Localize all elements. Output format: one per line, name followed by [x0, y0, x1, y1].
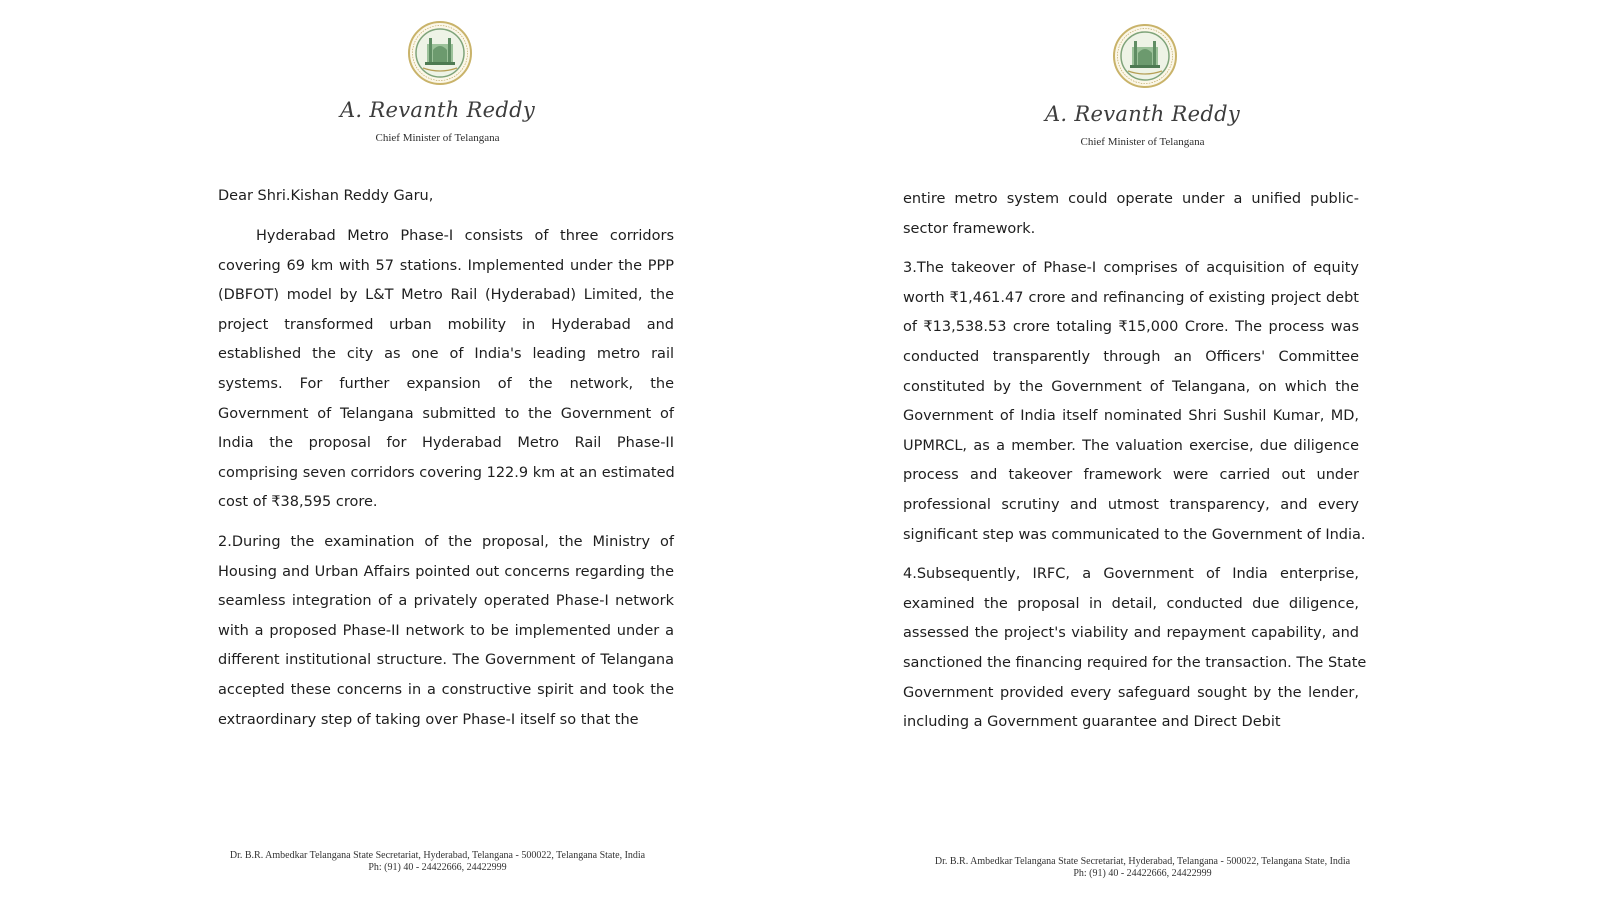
footer-address: Dr. B.R. Ambedkar Telangana State Secretariat, Hyderabad, Telangana - 500022, Telangana State, India	[934, 856, 1351, 867]
text-line: (DBFOT) model by L&T Metro Rail (Hyderabad) Limited, the	[218, 287, 674, 304]
text-line: significant step was communicated to the Government of India.	[903, 526, 1366, 543]
text-line: seamless integration of a privately operated Phase-I network	[218, 593, 674, 610]
text-line: examined the proposal in detail, conducted due diligence,	[903, 595, 1359, 612]
letter-body	[218, 222, 674, 745]
signature: A. Revanth Reddy	[339, 98, 536, 122]
text-line: accepted these concerns in a constructive spirit and took the	[218, 681, 674, 698]
text-line: including a Government guarantee and Direct Debit	[903, 714, 1281, 731]
paragraph-1	[218, 222, 674, 518]
text-line: extraordinary step of taking over Phase-I itself so that the	[218, 711, 639, 728]
paragraph-3	[903, 254, 1366, 550]
telangana-emblem-icon	[1112, 23, 1178, 89]
salutation: Dear Shri.Kishan Reddy Garu,	[218, 188, 434, 204]
text-line: India the proposal for Hyderabad Metro Rail Phase-II	[218, 435, 674, 452]
text-line: sanctioned the financing required for the transaction. The State	[903, 654, 1367, 671]
paragraph-4	[903, 560, 1367, 738]
text-line: systems. For further expansion of the network, the	[218, 375, 674, 392]
letter-page-1	[130, 0, 745, 900]
footer-phone: Ph: (91) 40 - 24422666, 24422999	[368, 862, 507, 873]
text-line: worth ₹1,461.47 crore and refinancing of existing project debt	[903, 289, 1359, 306]
text-line: 2.During the examination of the proposal, the Ministry of	[218, 533, 674, 550]
text-line: sector framework.	[903, 220, 1036, 237]
text-line: with a proposed Phase-II network to be implemented under a	[218, 622, 674, 639]
text-line: assessed the project's viability and repayment capability, and	[903, 625, 1359, 642]
telangana-emblem-icon	[407, 20, 473, 86]
text-line: Government provided every safeguard sought by the lender,	[903, 684, 1359, 701]
text-line: UPMRCL, as a member. The valuation exercise, due diligence	[903, 437, 1359, 454]
text-line: established the city as one of India's leading metro rail	[218, 346, 674, 363]
designation: Chief Minister of Telangana	[375, 132, 500, 144]
text-line: 3.The takeover of Phase-I comprises of acquisition of equity	[903, 260, 1359, 277]
text-line: of ₹13,538.53 crore totaling ₹15,000 Crore. The process was	[903, 319, 1359, 336]
letter-body	[903, 185, 1367, 748]
text-line: covering 69 km with 57 stations. Implemented under the PPP	[218, 257, 674, 274]
text-line: Hyderabad Metro Phase-I consists of three corridors	[256, 228, 674, 244]
letterhead-footer	[130, 850, 745, 874]
footer-phone: Ph: (91) 40 - 24422666, 24422999	[1073, 868, 1212, 879]
text-line: Government of Telangana submitted to the Government of	[218, 405, 674, 422]
text-line: different institutional structure. The Government of Telangana	[218, 652, 674, 669]
text-line: constituted by the Government of Telangana, on which the	[903, 378, 1359, 395]
footer-address: Dr. B.R. Ambedkar Telangana State Secretariat, Hyderabad, Telangana - 500022, Telangana State, India	[229, 850, 646, 861]
text-line: Government of India itself nominated Shri Sushil Kumar, MD,	[903, 408, 1359, 425]
text-line: project transformed urban mobility in Hyderabad and	[218, 316, 674, 333]
text-line: professional scrutiny and utmost transparency, and every	[903, 496, 1359, 513]
text-line: comprising seven corridors covering 122.9 km at an estimated	[218, 464, 675, 481]
text-line: cost of ₹38,595 crore.	[218, 494, 378, 511]
paragraph-continued	[903, 185, 1359, 244]
text-line: process and takeover framework were carried out under	[903, 467, 1359, 484]
signature: A. Revanth Reddy	[1044, 102, 1241, 126]
text-line: conducted transparently through an Officers' Committee	[903, 348, 1359, 365]
text-line: Housing and Urban Affairs pointed out concerns regarding the	[218, 563, 674, 580]
designation: Chief Minister of Telangana	[1080, 136, 1205, 148]
letterhead-footer	[835, 856, 1450, 880]
text-line: entire metro system could operate under a unified public-	[903, 191, 1359, 207]
text-line: 4.Subsequently, IRFC, a Government of India enterprise,	[903, 566, 1359, 583]
paragraph-2	[218, 528, 674, 735]
letter-page-2	[835, 0, 1450, 900]
